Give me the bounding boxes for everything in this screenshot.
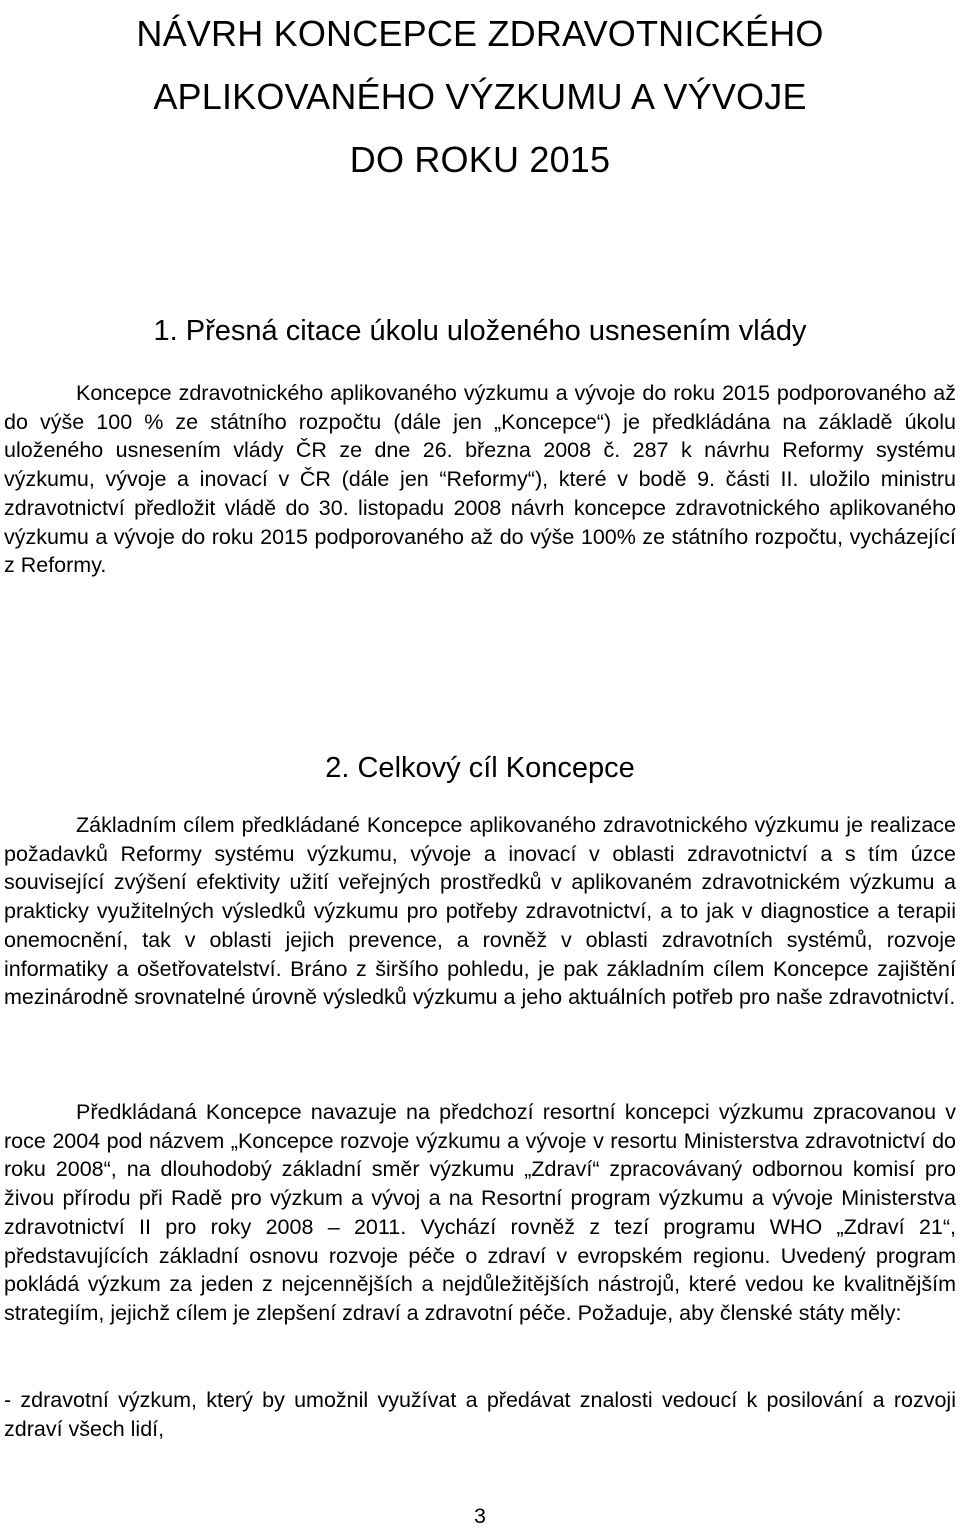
document-title-line-1: NÁVRH KONCEPCE ZDRAVOTNICKÉHO xyxy=(136,13,824,54)
document-title xyxy=(0,2,960,191)
page-number: 3 xyxy=(474,1504,486,1528)
section-1-paragraph-1: Koncepce zdravotnického aplikovaného výzkumu a vývoje do roku 2015 podporovaného až do výše 100 % ze státního rozpočtu (dále jen „Koncepce“) je předkládána na základě úkolu uloženého usnesením vlády ČR ze dne 26. března 2008 č. 287 k návrhu Reformy systému výzkumu, vývoje a inovací v ČR (dále jen “Reformy“), které v bodě 9. části II. uložilo ministru zdravotnictví předložit vládě do 30. listopadu 2008 návrh koncepce zdravotnického aplikovaného výzkumu a vývoje do roku 2015 podporovaného až do výše 100% ze státního rozpočtu, vycházející z Reformy. xyxy=(4,381,956,578)
section-1-heading: 1. Přesná citace úkolu uloženého usnesením vlády xyxy=(153,315,807,347)
section-2-heading: 2. Celkový cíl Koncepce xyxy=(325,752,635,784)
section-2-paragraph-1: Základním cílem předkládané Koncepce aplikovaného zdravotnického výzkumu je realizace požadavků Reformy systému výzkumu, vývoje a inovací v oblasti zdravotnictví a s tím úzce související zvýšení efektivity užití veřejných prostředků v aplikovaném zdravotnickém výzkumu a prakticky využitelných výsledků výzkumu pro potřeby zdravotnictví, a to jak v diagnostice a terapii onemocnění, tak v oblasti jejich prevence, a rovněž v oblasti zdravotních systémů, rozvoje informatiky a ošetřovatelství. Bráno z širšího pohledu, je pak základním cílem Koncepce zajištění mezinárodně srovnatelné úrovně výsledků výzkumu a jeho aktuálních potřeb pro naše zdravotnictví. xyxy=(4,813,956,1010)
section-2-paragraph-2: Předkládaná Koncepce navazuje na předchozí resortní koncepci výzkumu zpracovanou v roce 2004 pod názvem „Koncepce rozvoje výzkumu a vývoje v resortu Ministerstva zdravotnictví do roku 2008“, na dlouhodobý základní směr výzkumu „Zdraví“ zpracovávaný odbornou komisí pro živou přírodu při Radě pro výzkum a vývoj a na Resortní program výzkumu a vývoje Ministerstva zdravotnictví II pro roky 2008 – 2011. Vychází rovněž z tezí programu WHO „Zdraví 21“, představujících základní osnovu rozvoje péče o zdraví v evropském regionu. Uvedený program pokládá výzkum za jeden z nejcennějších a nejdůležitějších nástrojů, které vedou ke kvalitnějším strategiím, jejichž cílem je zlepšení zdraví a zdravotní péče. Požaduje, aby členské státy měly: xyxy=(4,1100,956,1325)
section-2-bullet-1: - zdravotní výzkum, který by umožnil využívat a předávat znalosti vedoucí k posilování a rozvoji zdraví všech lidí, xyxy=(4,1388,956,1441)
document-title-line-3: DO ROKU 2015 xyxy=(349,139,611,180)
document-title-line-2: APLIKOVANÉHO VÝZKUMU A VÝVOJE xyxy=(153,76,807,117)
